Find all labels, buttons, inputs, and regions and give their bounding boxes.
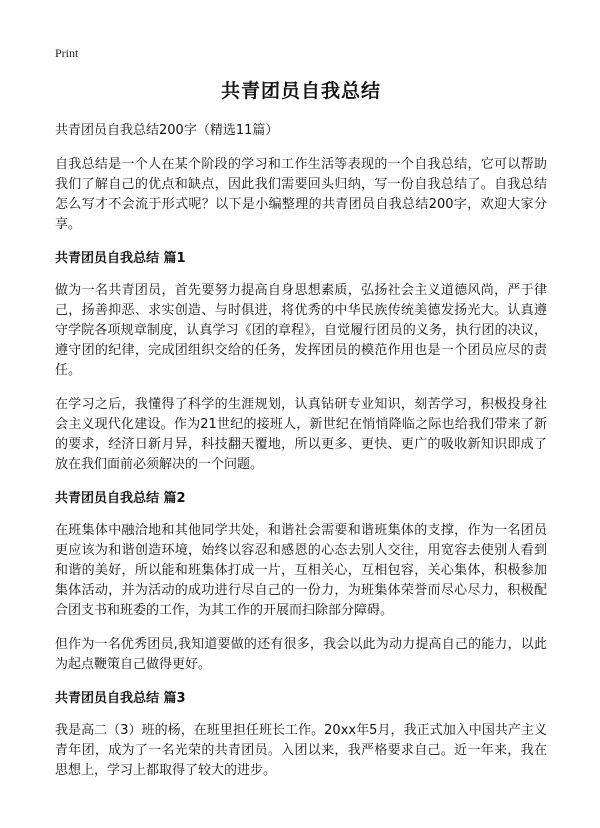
document-subtitle: 共青团员自我总结200字（精选11篇）	[55, 123, 279, 138]
document-body	[55, 76, 547, 795]
paragraph: 我是高二（3）班的杨，在班里担任班长工作。20xx年5月，我正式加入中国共产主义青年团，成为了一名光荣的共青团员。入团以来，我严格要求自己。近一年来，我在思想上，学习上都取得了较大的进步。	[55, 723, 547, 778]
paragraph: 但作为一名优秀团员,我知道要做的还有很多，我会以此为动力提高自己的能力，以此为起点鞭策自己做得更好。	[55, 637, 547, 672]
paragraph: 做为一名共青团员，首先要努力提高自身思想素质，弘扬社会主义道德风尚，严于律己，扬善抑恶、求实创造、与时俱进，将优秀的中华民族传统美德发扬光大。认真遵守学院各项规章制度，认真学习《团的章程》，自觉履行团员的义务，执行团的决议，遵守团的纪律，完成团组织交给的任务，发挥团员的模范作用也是一个团员应尽的责任。	[55, 283, 547, 378]
section-heading: 共青团员自我总结 篇3	[55, 691, 186, 706]
section-heading: 共青团员自我总结 篇2	[55, 491, 186, 506]
section-2	[55, 489, 547, 675]
page-title: 共青团员自我总结	[220, 80, 381, 102]
intro-paragraph: 自我总结是一个人在某个阶段的学习和工作生活等表现的一个自我总结，它可以帮助我们了解自己的优点和缺点，因此我们需要回头归纳，写一份自我总结了。自我总结怎么写才不会流于形式呢？以下是小编整理的共青团员自我总结200字，欢迎大家分享。	[55, 157, 547, 232]
paragraph: 在班集体中融洽地和其他同学共处，和谐社会需要和谐班集体的支撑，作为一名团员更应该为和谐创造环境，始终以容忍和感恩的心态去别人交往，用宽容去使别人看到和谐的美好，所以能和班集体打成一片，互相关心，互相包容，关心集体，积极参加集体活动，并为活动的成功进行尽自己的一份力，为班集体荣誉而尽心尽力，积极配合团支书和班委的工作，为其工作的开展而扫除部分障碍。	[55, 523, 547, 618]
paragraph: 在学习之后，我懂得了科学的生涯规划，认真钻研专业知识，刻苦学习，积极投身社会主义现代化建设。作为21世纪的接班人，新世纪在悄悄降临之际也给我们带来了新的要求，经济日新月异，科技翻天覆地，所以更多、更快、更广的吸收新知识即成了放在我们面前必须解决的一个问题。	[55, 397, 547, 472]
section-3	[55, 689, 547, 781]
print-link[interactable]: Print	[55, 46, 79, 60]
section-heading: 共青团员自我总结 篇1	[55, 251, 186, 266]
section-1	[55, 249, 547, 475]
